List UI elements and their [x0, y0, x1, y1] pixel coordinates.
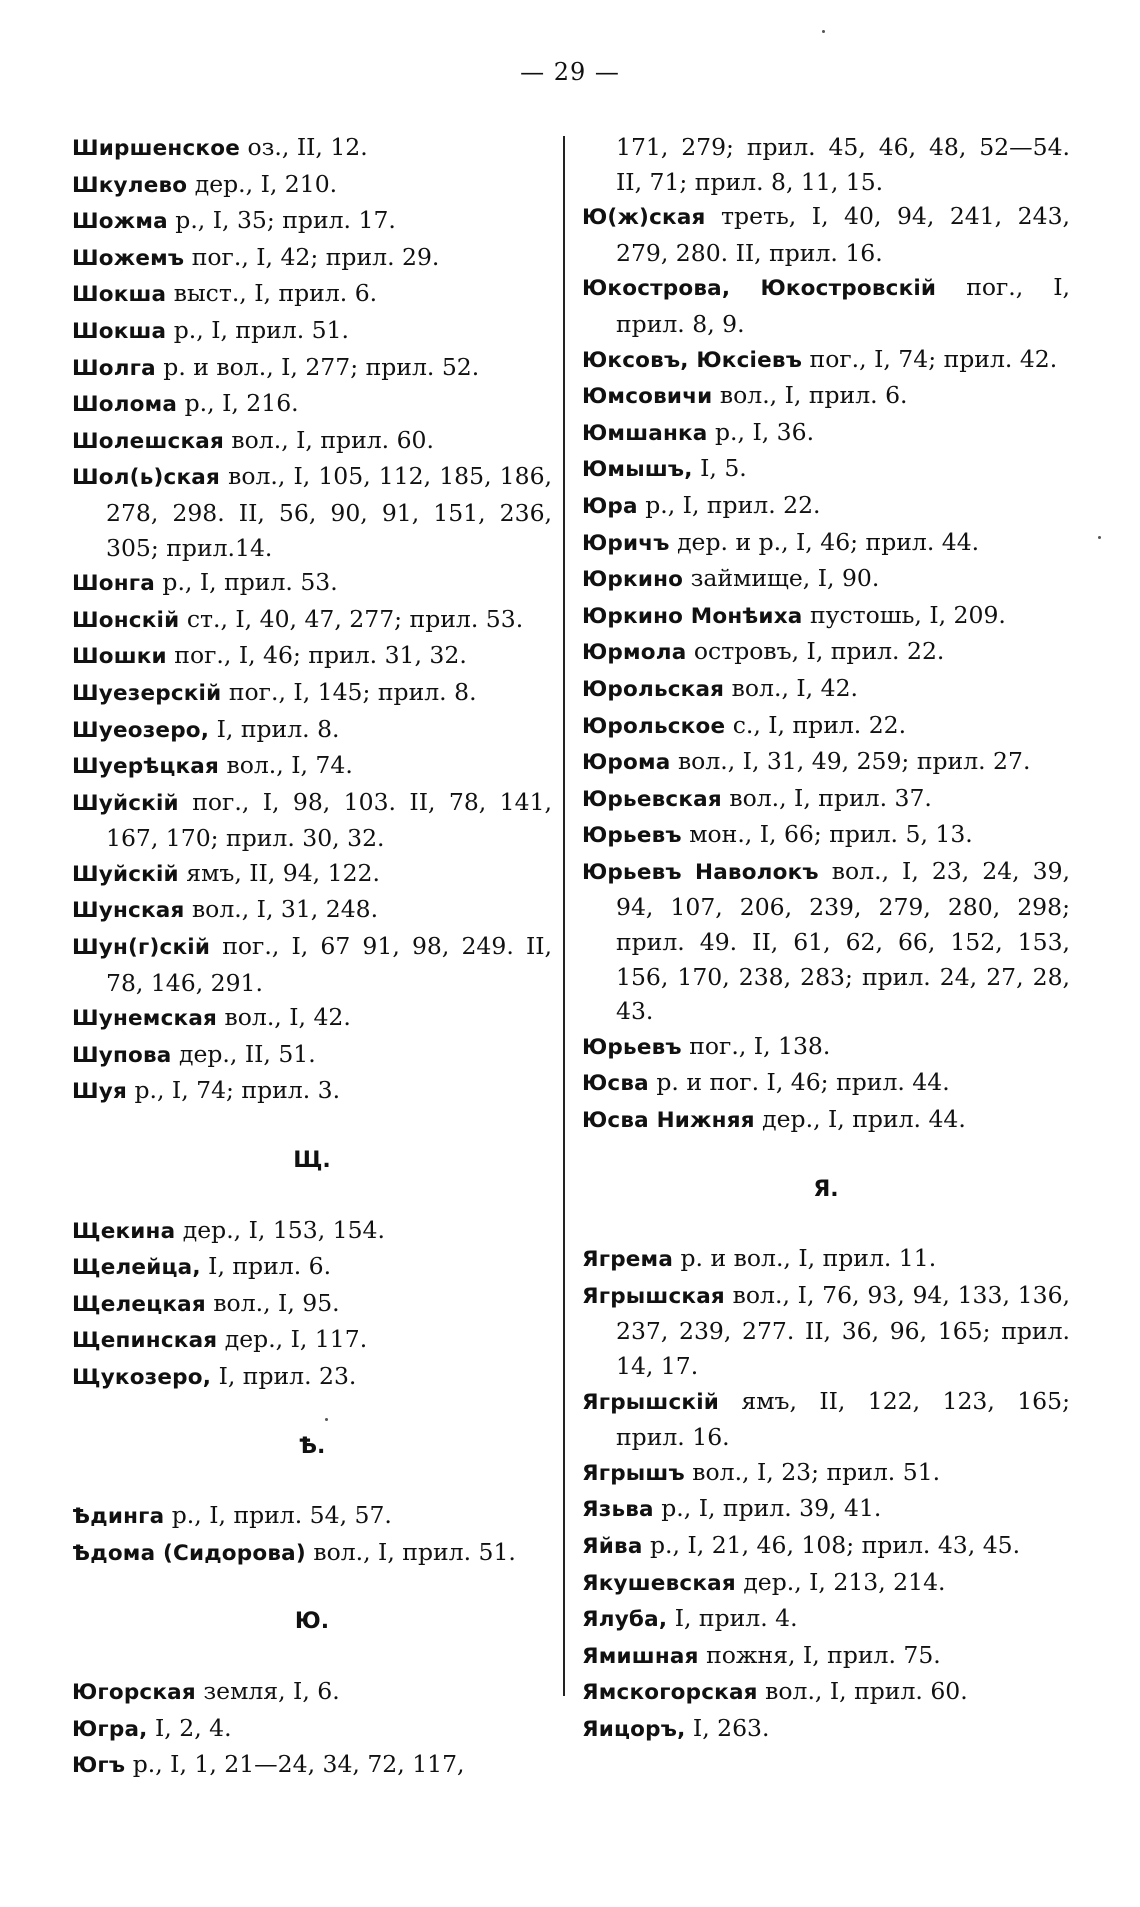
entry-headword: Шун(г)скій: [72, 935, 211, 961]
entry-headword: Югъ: [72, 1753, 126, 1779]
entry-references: дер., I, 153, 154.: [175, 1215, 385, 1244]
index-entry: [582, 671, 1070, 708]
index-entry: [582, 1384, 1070, 1455]
entry-references: I, прил. 8.: [209, 714, 340, 743]
entry-headword: Щекина: [72, 1218, 176, 1244]
entry-headword: Юксовъ, Юксіевъ: [582, 347, 803, 373]
entry-headword: Юрольская: [582, 676, 725, 702]
index-entry: [582, 781, 1070, 818]
entry-headword: Шупова: [72, 1042, 172, 1068]
entry-references: пог., I, 145; прил. 8.: [221, 677, 477, 706]
entry-references: вол., I, 76, 93, 94, 133, 136, 237, 239, 277. II, 36, 96, 165; прил. 14, 17.: [616, 1280, 1070, 1380]
entry-headword: Юра: [582, 493, 638, 519]
index-entry: [582, 525, 1070, 562]
index-entry: [72, 712, 552, 749]
entry-headword: Язьва: [582, 1497, 654, 1523]
entry-references: р., I, 35; прил. 17.: [167, 206, 396, 235]
index-entry: [582, 378, 1070, 415]
entry-references: вол., I, 42.: [724, 673, 858, 702]
index-entry: [72, 203, 552, 240]
entry-references: пог., I, 46; прил. 31, 32.: [166, 641, 467, 670]
index-entry: [582, 561, 1070, 598]
entry-headword: Шокша: [72, 318, 167, 344]
index-entry: [582, 708, 1070, 745]
index-entry: [72, 240, 552, 277]
entry-references: р., I, прил. 39, 41.: [653, 1494, 882, 1523]
index-entry: [582, 1278, 1070, 1384]
entry-headword: Юрома: [582, 750, 671, 776]
entry-references: ямъ, II, 122, 123, 165; прил. 16.: [616, 1386, 1070, 1452]
index-entry: [72, 675, 552, 712]
entry-headword: Шолга: [72, 355, 156, 381]
index-entry: [72, 459, 552, 565]
entry-references: р. и пог. I, 46; прил. 44.: [648, 1068, 950, 1097]
entry-headword: Ямскогорская: [582, 1680, 758, 1706]
entry-headword: Щелейца,: [72, 1255, 201, 1281]
entry-headword: Ѣдинга: [72, 1504, 165, 1530]
entry-headword: Ширшенское: [72, 136, 240, 161]
index-entry: [72, 785, 552, 856]
entry-references: р. и вол., I, 277; прил. 52.: [155, 352, 480, 381]
index-entry: [72, 1249, 552, 1286]
entry-headword: Щепинская: [72, 1328, 218, 1354]
entry-references: вол., I, 23, 24, 39, 94, 107, 206, 239, 279, 280, 298; прил. 49. II, 61, 62, 66, 152, 153, 156, 170, 238, 283; прил. 24, 27, 28, 43.: [616, 856, 1071, 1026]
entry-references: пустошь, I, 209.: [802, 600, 1006, 629]
entry-references: I, прил. 23.: [211, 1362, 357, 1390]
entry-references: пог., I, 67 91, 98, 249. II, 78, 146, 291.: [106, 932, 552, 997]
index-entry: [72, 602, 552, 639]
entry-headword: Щелецкая: [72, 1291, 206, 1317]
entry-headword: Юмшанка: [582, 420, 708, 446]
section-letter-heading: Ю.: [294, 1609, 330, 1635]
entry-references: вол., I, прил. 60.: [757, 1677, 968, 1706]
entry-references: дер., I, 213, 214.: [735, 1567, 946, 1596]
entry-references: вол., I, 74.: [219, 751, 353, 780]
entry-references: р., I, прил. 53.: [154, 568, 338, 597]
entry-headword: Шунемская: [72, 1006, 218, 1032]
entry-headword: Юрьевъ: [582, 823, 682, 849]
index-entry: [72, 350, 552, 387]
index-entry: [72, 1711, 552, 1748]
entry-headword: Юричъ: [582, 530, 670, 556]
entry-headword: Шуеозеро,: [72, 717, 210, 743]
index-entry-continuation: 171, 279; прил. 45, 46, 48, 52—54. II, 71; прил. 8, 11, 15.: [616, 133, 1070, 196]
entry-references: оз., II, 12.: [239, 133, 368, 161]
entry-references: вол., I, 31, 49, 259; прил. 27.: [670, 747, 1031, 776]
entry-references: I, 2, 4.: [147, 1713, 232, 1742]
index-entry: [72, 313, 552, 350]
entry-headword: Юмышъ,: [582, 457, 693, 483]
speck-mark: [1098, 536, 1101, 539]
index-entry: [582, 1241, 1070, 1278]
entry-references: пог., I, прил. 8, 9.: [616, 273, 1070, 338]
entry-references: выст., I, прил. 6.: [166, 279, 378, 308]
entry-headword: Ѣдома (Сидорова): [72, 1540, 306, 1566]
entry-headword: Яицоръ,: [582, 1716, 686, 1742]
entry-references: земля, I, 6.: [195, 1676, 340, 1705]
column-divider: [563, 136, 565, 1696]
index-entry: [72, 1747, 552, 1784]
entry-headword: Шожемъ: [72, 245, 185, 271]
entry-references: ст., I, 40, 47, 277; прил. 53.: [179, 604, 524, 633]
entry-headword: Шожма: [72, 209, 168, 235]
index-entry: [72, 1498, 552, 1535]
entry-headword: Шолома: [72, 392, 178, 418]
entry-headword: Юрьевъ: [582, 1034, 682, 1060]
index-entry: [72, 1286, 552, 1323]
entry-headword: Юрьевская: [582, 786, 722, 812]
entry-references: дер. и р., I, 46; прил. 44.: [669, 527, 980, 556]
entry-references: I, прил. 4.: [667, 1604, 798, 1633]
entry-references: ямъ, II, 94, 122.: [178, 858, 380, 887]
entry-references: р., I, прил. 51.: [166, 315, 350, 344]
entry-references: р., I, 216.: [177, 389, 299, 418]
entry-headword: Юмсовичи: [582, 384, 713, 410]
index-entry: [72, 1073, 552, 1110]
entry-references: I, 5.: [692, 454, 747, 483]
entry-headword: Ялуба,: [582, 1607, 668, 1633]
index-entry: [582, 1711, 1070, 1748]
entry-headword: Юрольское: [582, 713, 726, 739]
entry-references: пог., I, 74; прил. 42.: [802, 344, 1058, 373]
speck-mark: [822, 30, 825, 33]
entry-headword: Югра,: [72, 1716, 148, 1742]
entry-references: вол., I, 31, 248.: [184, 895, 379, 924]
entry-headword: Шуйскій: [72, 861, 179, 887]
index-entry: [72, 565, 552, 602]
index-entry: [72, 167, 552, 204]
index-entry: [72, 748, 552, 785]
entry-references: дер., II, 51.: [171, 1039, 316, 1068]
entry-headword: Шошки: [72, 644, 167, 670]
entry-headword: Ягрема: [582, 1247, 674, 1273]
entry-references: вол., I, прил. 37.: [721, 783, 932, 812]
entry-references: р., I, 74; прил. 3.: [126, 1076, 341, 1105]
index-entry: [582, 1455, 1070, 1492]
index-entry: [582, 634, 1070, 671]
entry-headword: Шолешская: [72, 428, 224, 454]
entry-references: вол., I, 23; прил. 51.: [684, 1457, 941, 1486]
entry-references: I, 263.: [685, 1713, 770, 1742]
index-entry: [72, 1000, 552, 1037]
entry-references: р., I, прил. 54, 57.: [164, 1501, 392, 1530]
entry-references: р. и вол., I, прил. 11.: [673, 1244, 937, 1273]
entry-references: пожня, I, прил. 75.: [698, 1640, 941, 1669]
index-entry: [582, 342, 1070, 379]
entry-references: займище, I, 90.: [683, 564, 880, 593]
entry-headword: Шкулево: [72, 172, 188, 198]
entry-headword: Югорская: [72, 1679, 196, 1705]
index-entry: [582, 199, 1070, 270]
entry-headword: Шонга: [72, 571, 155, 597]
entry-headword: Шуя: [72, 1079, 127, 1105]
index-entry: [582, 854, 1070, 1029]
index-entry: [582, 1674, 1070, 1711]
index-entry: [582, 1601, 1070, 1638]
entry-headword: Юркино Монѣиха: [582, 603, 803, 629]
index-entry: [582, 1029, 1070, 1066]
entry-references: дер., I, прил. 44.: [754, 1105, 966, 1134]
index-entry: [582, 1102, 1070, 1139]
entry-headword: Ягрышскій: [582, 1389, 720, 1415]
index-entry: [582, 415, 1070, 452]
right-column: [582, 130, 1070, 1748]
entry-references: вол., I, 95.: [205, 1288, 340, 1317]
left-column: [72, 130, 552, 1784]
entry-headword: Шол(ь)ская: [72, 465, 220, 491]
index-entry: [582, 817, 1070, 854]
index-entry: [72, 856, 552, 893]
entry-references: вол., I, прил. 60.: [223, 425, 434, 454]
entry-references: р., I, 1, 21—24, 34, 72, 117,: [125, 1750, 465, 1779]
entry-references: р., I, 21, 46, 108; прил. 43, 45.: [642, 1530, 1021, 1559]
index-entry: [582, 1565, 1070, 1602]
index-entry: [72, 929, 552, 1000]
speck-mark: [325, 1418, 328, 1421]
entry-headword: Юрьевъ Наволокъ: [582, 859, 819, 885]
entry-headword: Яйва: [582, 1533, 643, 1559]
entry-headword: Шуерѣцкая: [72, 754, 220, 780]
section-letter-heading: Щ.: [293, 1148, 331, 1174]
entry-references: вол., I, прил. 51.: [305, 1537, 516, 1566]
index-entry: [72, 276, 552, 313]
entry-headword: Юркино: [582, 567, 684, 593]
entry-references: мон., I, 66; прил. 5, 13.: [681, 820, 973, 849]
entry-headword: Шуезерскій: [72, 680, 222, 706]
index-entry: [72, 1674, 552, 1711]
entry-references: пог., I, 42; прил. 29.: [184, 242, 440, 271]
index-entry: [582, 270, 1070, 341]
index-entry: [72, 1359, 552, 1396]
entry-headword: Щукозеро,: [72, 1365, 212, 1390]
entry-headword: Ю(ж)ская: [582, 205, 706, 231]
entry-references: I, прил. 6.: [200, 1252, 332, 1281]
index-entry: [582, 1638, 1070, 1675]
section-letter-heading: Я.: [813, 1176, 839, 1202]
section-letter-heading: Ѣ.: [298, 1433, 326, 1459]
entry-references: вол., I, прил. 6.: [712, 381, 908, 410]
entry-headword: Шокша: [72, 282, 167, 308]
index-entry: [72, 130, 552, 167]
entry-headword: Юрмола: [582, 640, 687, 666]
index-entry: [582, 744, 1070, 781]
index-entry: [72, 1037, 552, 1074]
entry-references: вол., I, 105, 112, 185, 186, 278, 298. II, 56, 90, 91, 151, 236, 305; прил.14.: [106, 462, 552, 562]
page-number: — 29 —: [520, 58, 620, 86]
entry-headword: Шунская: [72, 898, 185, 924]
entry-headword: Юкострова, Юкостровскій: [582, 276, 937, 302]
entry-references: треть, I, 40, 94, 241, 243, 279, 280. II, прил. 16.: [616, 202, 1070, 267]
index-entry: [582, 1491, 1070, 1528]
index-entry: [72, 638, 552, 675]
entry-references: дер., I, 210.: [187, 169, 338, 198]
entry-references: пог., I, 138.: [681, 1031, 831, 1060]
index-entry: [582, 1528, 1070, 1565]
index-entry: [72, 386, 552, 423]
entry-headword: Юсва: [582, 1071, 649, 1097]
entry-references: дер., I, 117.: [217, 1325, 368, 1354]
entry-references: р., I, 36.: [707, 417, 815, 446]
entry-headword: Шуйскій: [72, 790, 179, 816]
entry-references: пог., I, 98, 103. II, 78, 141, 167, 170; прил. 30, 32.: [106, 787, 552, 853]
index-entry: [72, 1213, 552, 1250]
index-entry: [582, 1065, 1070, 1102]
entry-references: р., I, прил. 22.: [637, 490, 821, 519]
entry-references: островъ, I, прил. 22.: [686, 637, 945, 666]
entry-headword: Юсва Нижняя: [582, 1108, 755, 1134]
entry-references: с., I, прил. 22.: [725, 710, 907, 739]
index-entry: [582, 598, 1070, 635]
index-entry: [72, 1322, 552, 1359]
entry-headword: Якушевская: [582, 1570, 736, 1596]
entry-references: вол., I, 42.: [217, 1003, 351, 1032]
entry-headword: Ямишная: [582, 1643, 699, 1669]
index-entry: [582, 451, 1070, 488]
index-entry: [72, 1535, 552, 1572]
entry-headword: Ягрышская: [582, 1283, 725, 1309]
index-entry: [72, 423, 552, 460]
entry-headword: Шонскій: [72, 607, 180, 633]
index-entry: [582, 488, 1070, 525]
entry-headword: Ягрышъ: [582, 1460, 685, 1486]
index-entry: [72, 892, 552, 929]
